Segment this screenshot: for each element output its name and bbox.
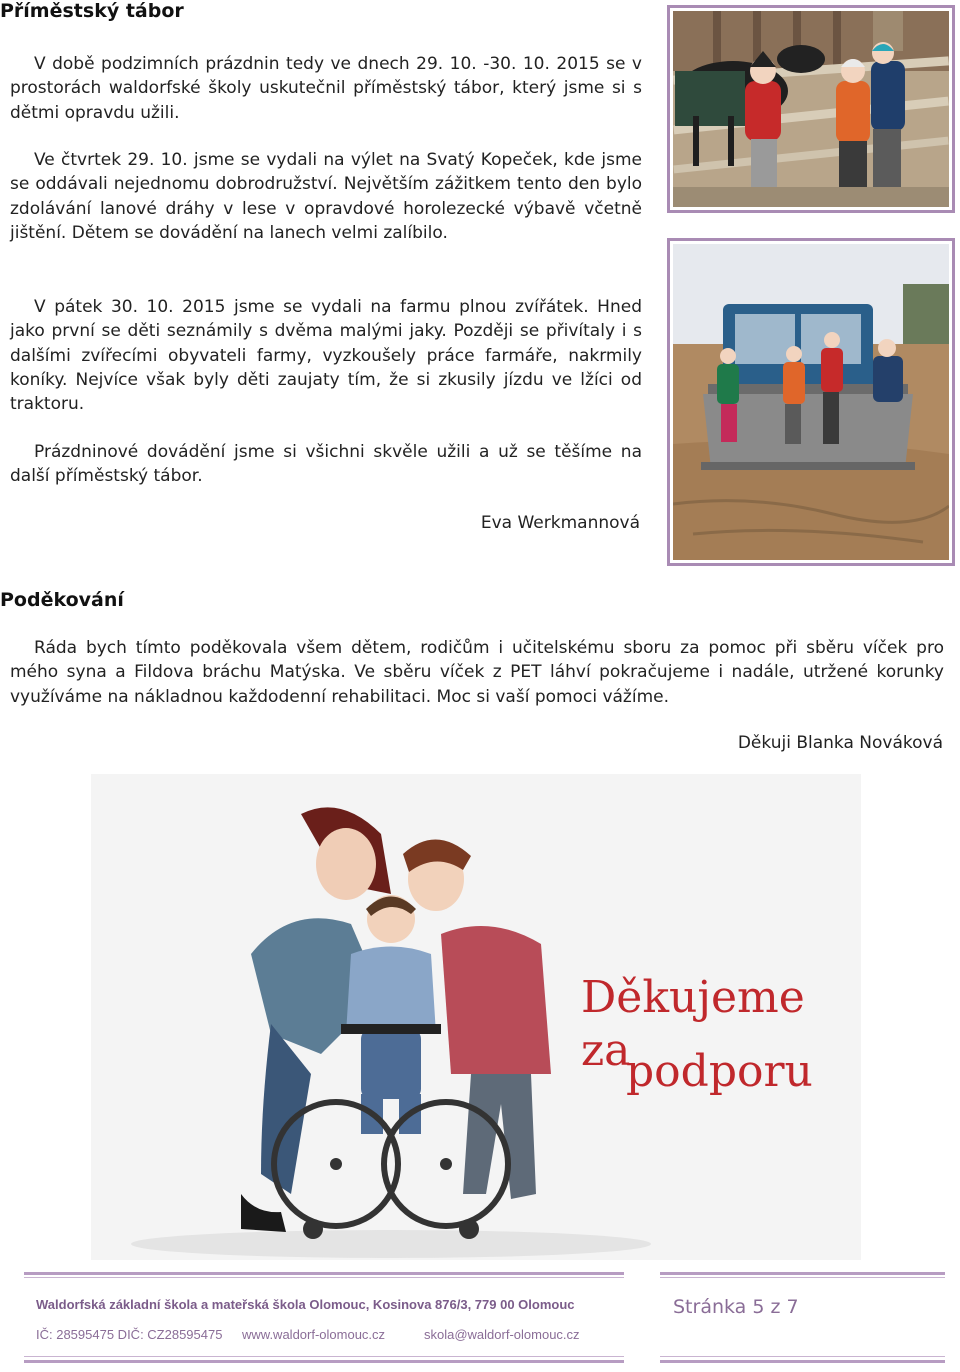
photo-tractor-bucket-image [673,244,949,560]
signature-eva: Eva Werkmannová [480,513,640,533]
footer-rule-bottom-right-thin [660,1356,945,1357]
footer-rule-top-right [660,1272,945,1275]
footer-company-ids: IČ: 28595475 DIČ: CZ28595475 [36,1327,223,1342]
footer-rule-top-left [24,1272,624,1275]
poster-text-line2: podporu [626,1046,813,1097]
paragraph-friday: V pátek 30. 10. 2015 jsme se vydali na farmu plnou zvířátek. Hned jako první se děti seznámily s dvěma malými jaky. Později se přivítaly i s dalšími zvířecími obyvateli farmy, vyzkoušely práce farmáře, nakrmily koníky. Nejvíce však byly děti zaujaty tím, že si zkusily jízdu ve lžíci od traktoru. [10,297,642,415]
footer-rule-bottom-right [660,1360,945,1363]
photo-children-pony [667,5,955,213]
signature-blanka: Děkuji Blanka Nováková [737,733,943,753]
paragraph-intro: V době podzimních prázdnin tedy ve dnech 29. 10. -30. 10. 2015 se v prostorách waldorfské školy uskutečnil příměstský tábor, který jsme si s dětmi opravdu užili. [10,54,642,123]
paragraph-thursday: Ve čtvrtek 29. 10. jsme se vydali na výlet na Svatý Kopeček, kde jsme se oddávali nejednomu dobrodružství. Největším zážitkem tento den bylo zdolávání lanové dráhy v lese v opravdové horolezecké výbavě včetně jištění. Dětem se dovádění na lanech velmi zalíbilo. [10,150,642,243]
section-title-tabor: Příměstský tábor [0,0,184,22]
paragraph-closing: Prázdninové dovádění jsme si všichni skvěle užili a už se těšíme na další příměstský tábor. [10,442,642,487]
photo-family-wheelchair [91,774,861,1260]
paragraph-thanks: Ráda bych tímto poděkovala všem dětem, rodičům i učitelskému sboru za pomoc při sběru víček pro mého syna a Fildova bráchu Matýska. Ve sběru víček z PET láhví pokračujeme i nadále, utržené korunky využíváme na nákladnou každodenní rehabilitaci. Moc si vaší pomoci vážíme. [10,638,944,707]
photo-tractor-bucket [667,238,955,566]
page-number: Stránka 5 z 7 [673,1296,799,1318]
footer-school-address: Waldorfská základní škola a mateřská škola Olomouc, Kosinova 876/3, 779 00 Olomouc [36,1297,575,1312]
footer-rule-bottom-left [24,1360,624,1363]
photo-children-pony-image [673,11,949,207]
footer-email-link[interactable]: skola@waldorf-olomouc.cz [424,1327,580,1342]
footer-website-link[interactable]: www.waldorf-olomouc.cz [242,1327,386,1342]
footer-rule-top-left-thin [24,1277,624,1278]
poster-text-line1: Děkujeme za [581,972,805,1076]
footer-rule-bottom-left-thin [24,1356,624,1357]
section-title-podekovani: Poděkování [0,589,124,611]
footer-rule-top-right-thin [660,1277,945,1278]
